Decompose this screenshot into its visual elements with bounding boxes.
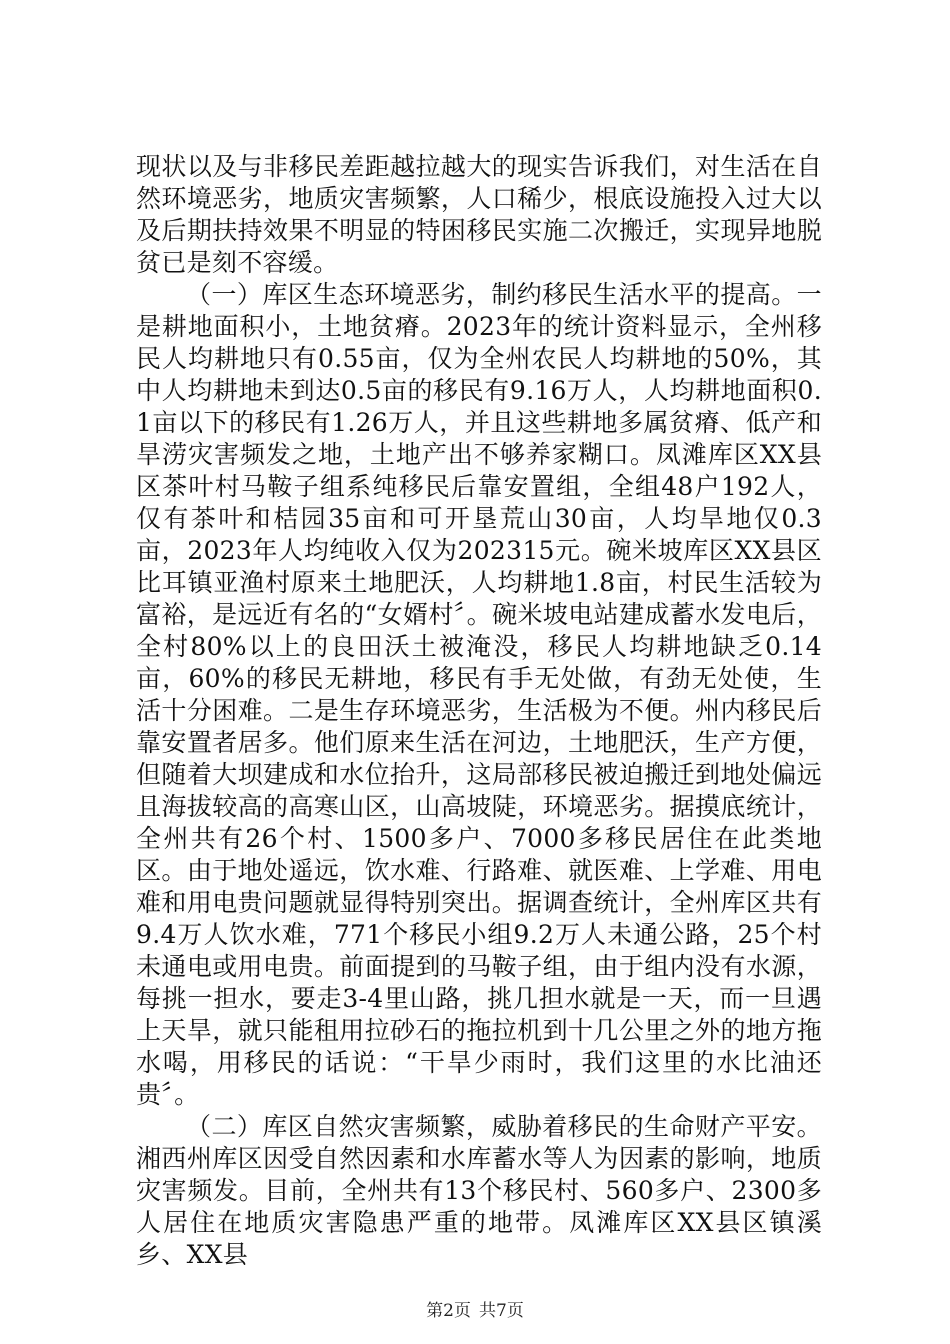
paragraph-section-one: （一）库区生态环境恶劣，制约移民生活水平的提高。一是耕地面积小，土地贫瘠。2023年的统计资料显示，全州移民人均耕地只有0.55亩，仅为全州农民人均耕地的50%，其中人均耕地未到达0.5亩的移民有9.16万人，人均耕地面积0.1亩以下的移民有1.26万人，并且这些耕地多属贫瘠、低产和旱涝灾害频发之地，土地产出不够养家糊口。凤滩库区XX县区茶叶村马鞍子组系纯移民后靠安置组，全组48户192人，仅有茶叶和桔园35亩和可开垦荒山30亩，人均旱地仅0.3亩，2023年人均纯收入仅为202315元。碗米坡库区XX县区比耳镇亚渔村原来土地肥沃，人均耕地1.8亩，村民生活较为富裕，是远近有名的“女婿村〞。碗米坡电站建成蓄水发电后，全村80%以上的良田沃土被淹没，移民人均耕地缺乏0.14亩，60%的移民无耕地，移民有手无处做，有劲无处使，生活十分困难。二是生存环境恶劣，生活极为不便。州内移民后靠安置者居多。他们原来生活在河边，土地肥沃，生产方便，但随着大坝建成和水位抬升，这局部移民被迫搬迁到地处偏远且海拔较高的高寒山区，山高坡陡，环境恶劣。据摸底统计，全州共有26个村、1500多户、7000多移民居住在此类地区。由于地处遥远，饮水难、行路难、就医难、上学难、用电难和用电贵问题就显得特别突出。据调查统计，全州库区共有9.4万人饮水难，771个移民小组9.2万人未通公路，25个村未通电或用电贵。前面提到的马鞍子组，由于组内没有水源，每挑一担水，要走3-4里山路，挑几担水就是一天，而一旦遇上天旱，就只能租用拉砂石的拖拉机到十几公里之外的地方拖水喝，用移民的话说：“干旱少雨时，我们这里的水比油还贵〞。	[136, 280, 822, 1109]
page-footer	[0, 1296, 950, 1321]
paragraph-intro-continued: 现状以及与非移民差距越拉越大的现实告诉我们，对生活在自然环境恶劣，地质灾害频繁，人口稀少，根底设施投入过大以及后期扶持效果不明显的特困移民实施二次搬迁，实现异地脱贫已是刻不容缓。	[136, 152, 822, 277]
page-number: 第2页	[426, 1301, 471, 1321]
page-total: 共7页	[479, 1301, 524, 1321]
document-body	[136, 151, 822, 1271]
paragraph-section-two: （二）库区自然灾害频繁，威胁着移民的生命财产平安。湘西州库区因受自然因素和水库蓄水等人为因素的影响，地质灾害频发。目前，全州共有13个移民村、560多户、2300多人居住在地质灾害隐患严重的地带。凤滩库区XX县区镇溪乡、XX县	[136, 1112, 822, 1269]
